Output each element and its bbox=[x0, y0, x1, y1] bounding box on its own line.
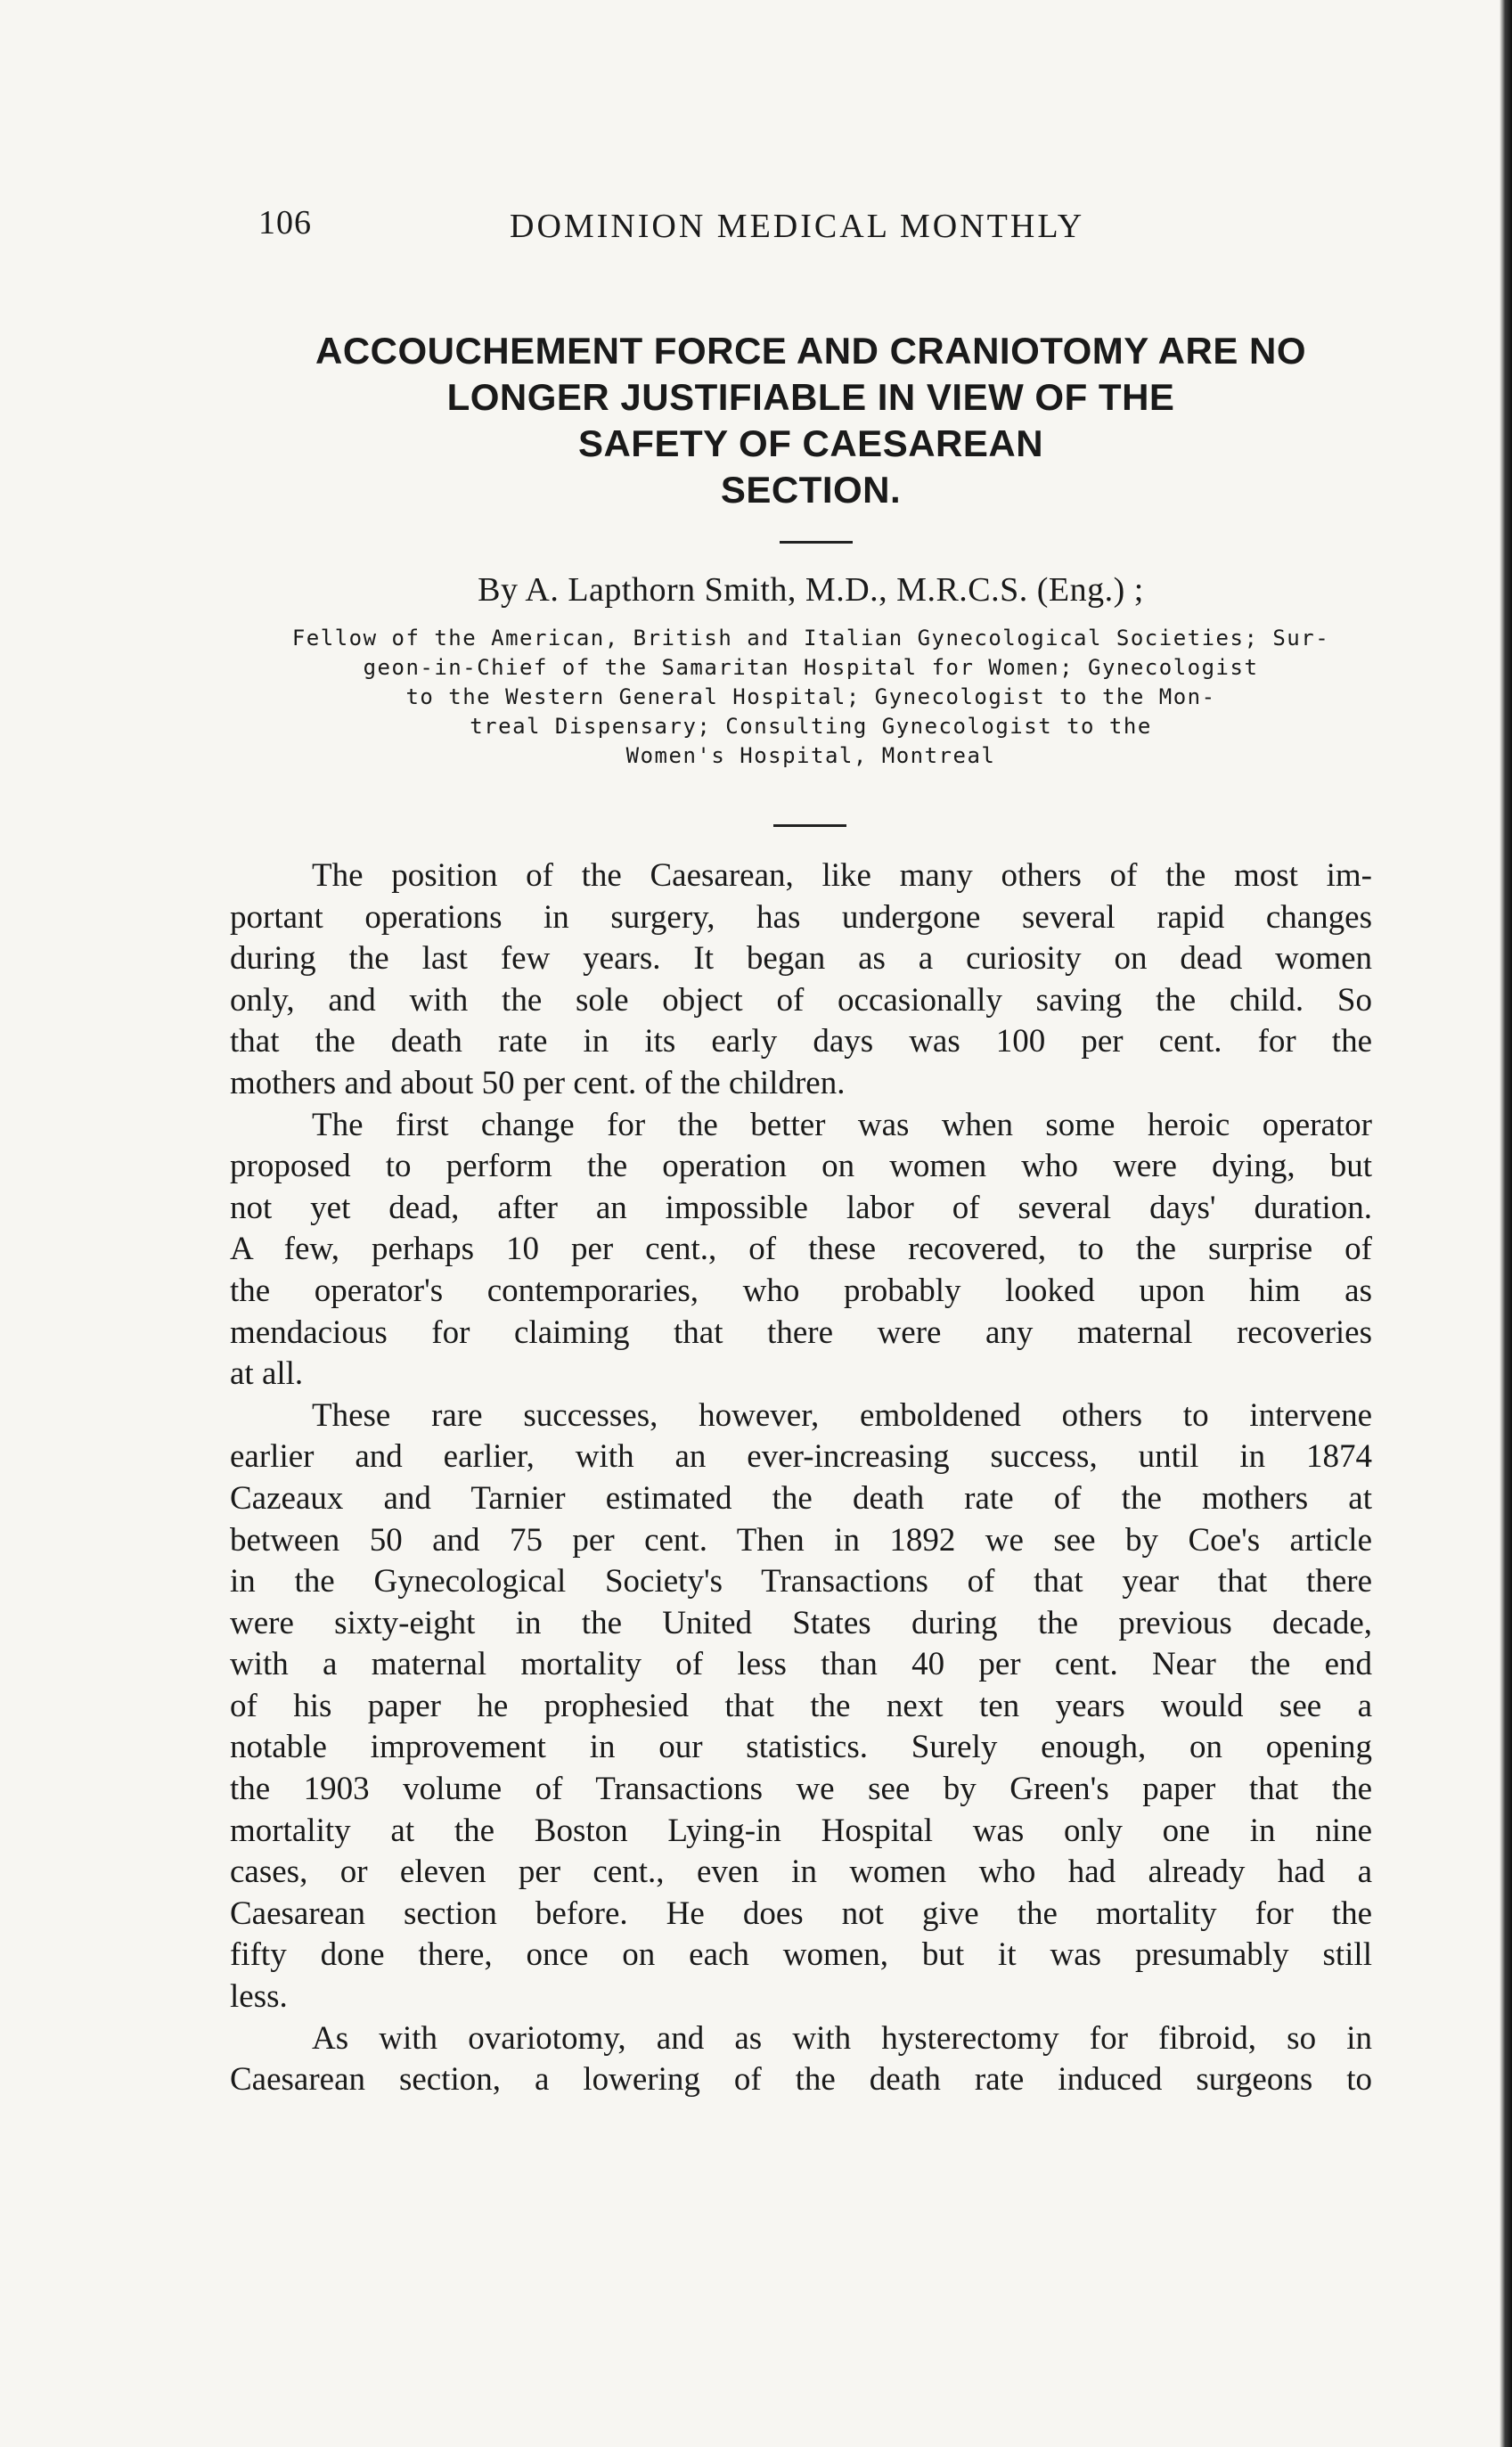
text-line: As with ovariotomy, and as with hysterectomy for fibroid, so in bbox=[312, 2019, 1372, 2057]
affiliation-line: Fellow of the American, British and Italian Gynecological Societies; Sur- bbox=[291, 626, 1330, 651]
affiliation-line: Women's Hospital, Montreal bbox=[625, 743, 996, 768]
text-line: These rare successes, however, emboldened others to intervene bbox=[312, 1396, 1372, 1434]
text-line: at all. bbox=[230, 1355, 304, 1393]
text-line: with a maternal mortality of less than 40 per cent. Near the end bbox=[230, 1646, 1372, 1683]
divider-rule bbox=[773, 824, 846, 827]
article-title-line: SAFETY OF CAESAREAN bbox=[577, 422, 1044, 464]
author-byline: By A. Lapthorn Smith, M.D., M.R.C.S. (Eng.) ; bbox=[478, 571, 1144, 609]
article-title bbox=[294, 328, 1328, 513]
text-line: only, and with the sole object of occasionally saving the child. So bbox=[230, 981, 1372, 1019]
text-line: between 50 and 75 per cent. Then in 1892 we see by Coe's article bbox=[230, 1521, 1372, 1559]
text-line: cases, or eleven per cent., even in women who had already had a bbox=[230, 1854, 1372, 1891]
article-title-line: LONGER JUSTIFIABLE IN VIEW OF THE bbox=[446, 376, 1175, 418]
text-line: earlier and earlier, with an ever-increasing success, until in 1874 bbox=[230, 1438, 1372, 1476]
text-line: not yet dead, after an impossible labor of several days' duration. bbox=[230, 1189, 1372, 1226]
body-paragraph bbox=[230, 855, 1372, 1105]
affiliation-line: treal Dispensary; Consulting Gynecologist to the bbox=[470, 714, 1152, 739]
text-line: fifty done there, once on each women, but it was presumably still bbox=[230, 1936, 1372, 1974]
affiliation-line: to the Western General Hospital; Gynecologist to the Mon- bbox=[405, 684, 1216, 709]
body-paragraph bbox=[230, 1395, 1372, 2018]
running-head bbox=[258, 203, 1506, 257]
text-line: that the death rate in its early days was 100 per cent. for the bbox=[230, 1023, 1372, 1060]
text-line: Caesarean section before. He does not give the mortality for the bbox=[230, 1895, 1372, 1932]
affiliation-line: geon-in-Chief of the Samaritan Hospital for Women; Gynecologist bbox=[363, 655, 1259, 680]
text-line: mendacious for claiming that there were any maternal recoveries bbox=[230, 1314, 1372, 1351]
text-line: the 1903 volume of Transactions we see by Green's paper that the bbox=[230, 1771, 1372, 1808]
journal-title: DOMINION MEDICAL MONTHLY bbox=[510, 208, 1085, 245]
body-paragraph bbox=[230, 1105, 1372, 1395]
text-line: proposed to perform the operation on women who were dying, but bbox=[230, 1148, 1372, 1185]
article-title-line: ACCOUCHEMENT FORCE AND CRANIOTOMY ARE NO bbox=[315, 330, 1307, 372]
body-paragraph bbox=[230, 2018, 1372, 2101]
text-line: mortality at the Boston Lying-in Hospital was only one in nine bbox=[230, 1812, 1372, 1849]
text-line: Cazeaux and Tarnier estimated the death rate of the mothers at bbox=[230, 1479, 1372, 1517]
divider-rule bbox=[780, 541, 853, 544]
text-line: Caesarean section, a lowering of the death rate induced surgeons to bbox=[230, 2061, 1372, 2099]
text-line: of his paper he prophesied that the next ten years would see a bbox=[230, 1687, 1372, 1724]
text-line: The position of the Caesarean, like many others of the most im- bbox=[312, 857, 1372, 894]
text-line: notable improvement in our statistics. Surely enough, on opening bbox=[230, 1729, 1372, 1766]
author-affiliation bbox=[249, 624, 1372, 771]
text-line: during the last few years. It began as a curiosity on dead women bbox=[230, 940, 1372, 978]
article-title-line: SECTION. bbox=[720, 469, 902, 511]
page-edge-shadow bbox=[1500, 0, 1512, 2447]
text-line: portant operations in surgery, has undergone several rapid changes bbox=[230, 898, 1372, 936]
text-line: the operator's contemporaries, who probably looked upon him as bbox=[230, 1272, 1372, 1309]
text-line: The first change for the better was when some heroic operator bbox=[312, 1106, 1372, 1143]
text-line: mothers and about 50 per cent. of the children. bbox=[230, 1064, 846, 1101]
text-line: A few, perhaps 10 per cent., of these recovered, to the surprise of bbox=[230, 1231, 1372, 1268]
page-number: 106 bbox=[258, 204, 312, 241]
text-line: were sixty-eight in the United States during the previous decade, bbox=[230, 1604, 1372, 1641]
text-line: less. bbox=[230, 1978, 288, 2016]
article-body bbox=[230, 855, 1372, 2101]
text-line: in the Gynecological Society's Transactions of that year that there bbox=[230, 1563, 1372, 1600]
